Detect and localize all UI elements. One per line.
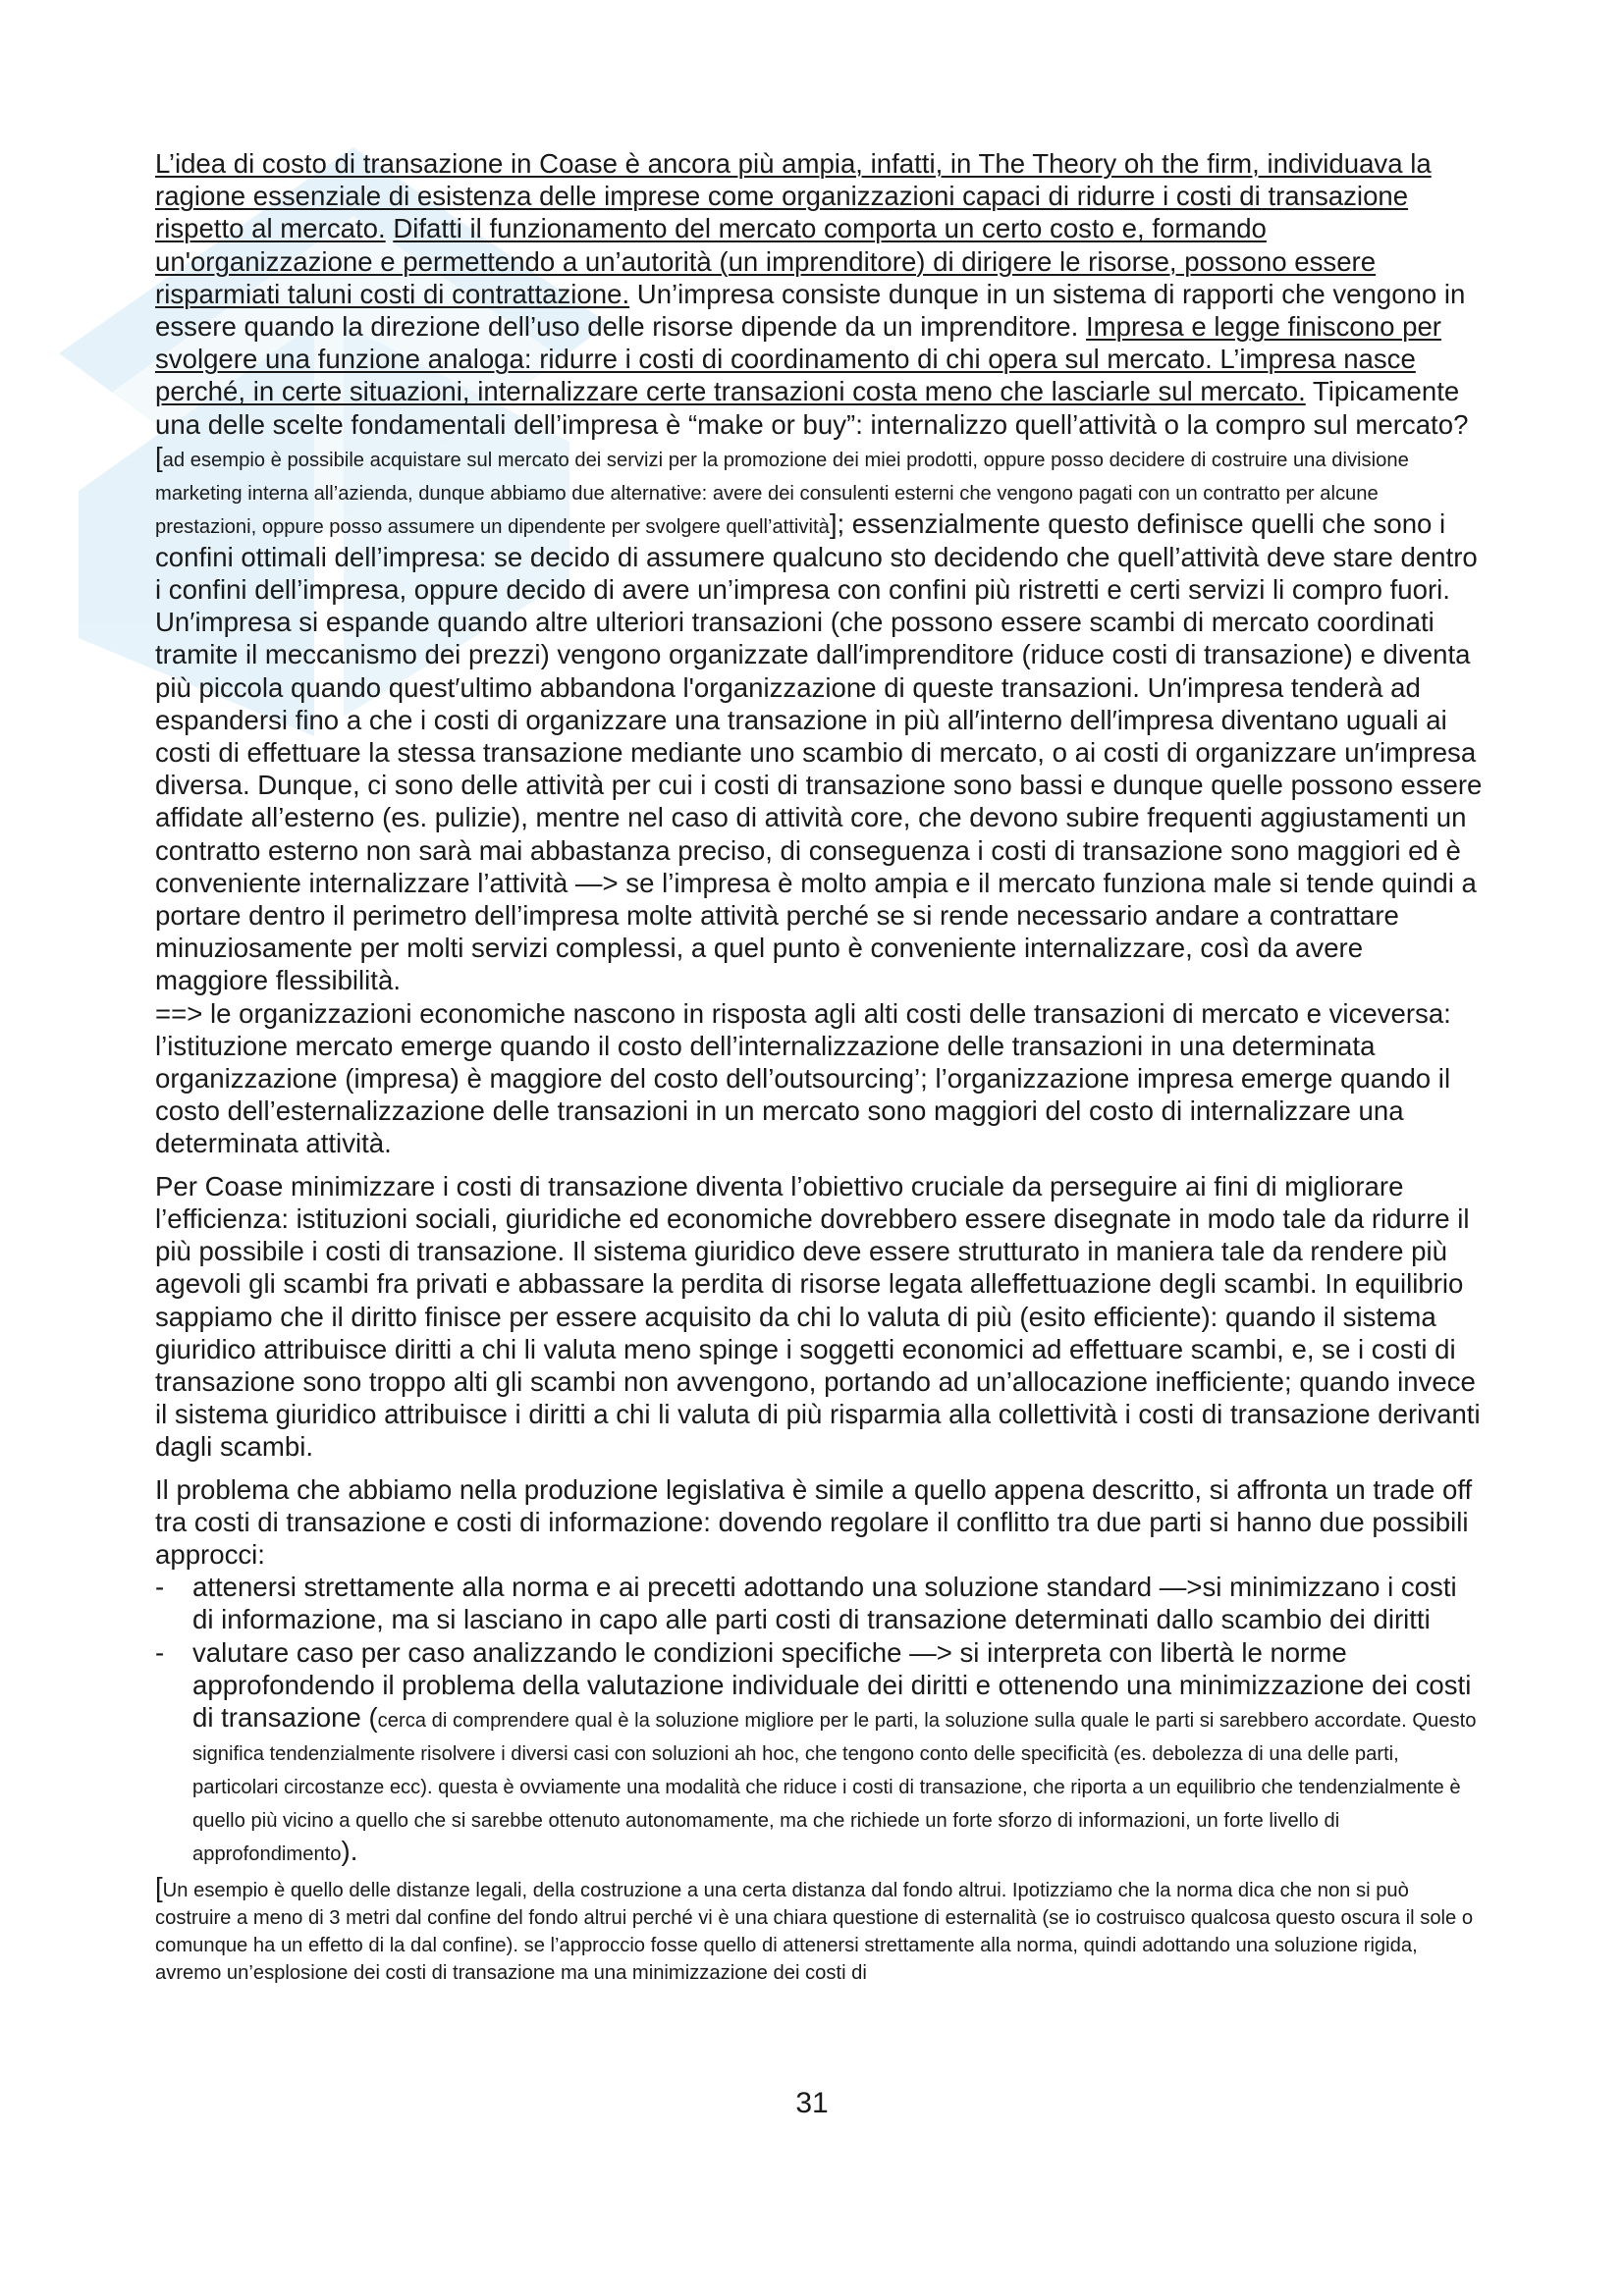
paragraph-coase-firm [155, 147, 1483, 997]
example-note [155, 1871, 1483, 1987]
example-note-text: Un esempio è quello delle distanze legali, della costruzione a una certa distanza dal fondo altrui. Ipotizziamo che la norma dica che non si può costruire a meno di 3 metri dal confine del fondo altrui perché vi è una chiara questione di esternalità (se io costruisco qualcosa questo oscura il sole o comunque ha un effetto di la dal confine). se l’approccio fosse quello di attenersi strettamente alla norma, quindi adottando una soluzione rigida, avremo un’esplosione dei costi di transazione ma una minimizzazione dei costi di [155, 1879, 1474, 1984]
list-item-text: valutare caso per caso analizzando le condizioni specifiche —> si interpreta con libertà le norme approfondendo il problema della valutazione individuale dei diritti e ottenendo una minimizzazione dei costi di transazione ( [192, 1636, 1472, 1733]
inline-note-make-or-buy: ad esempio è possibile acquistare sul mercato dei servizi per la promozione dei miei prodotti, oppure posso decidere di costruire una divisione marketing interna all’azienda, dunque abbiamo due alternative: avere dei consulenti esterni che vengono pagati con un contratto per alcune prestazioni, oppure posso assumere un dipendente per svolgere quell’attività [155, 449, 1409, 538]
underlined-text-2: Difatti il funzionamento del mercato comporta un certo costo e, formando un'organizzazione e permettendo a un’autorità (un imprenditore) di dirigere le risorse, possono essere risparmiati taluni costi di contrattazione. [155, 213, 1377, 309]
approaches-list [155, 1571, 1483, 1868]
dash-bullet: - [155, 1572, 165, 1603]
list-item [155, 1636, 1483, 1868]
paragraph-produzione-legislativa: Il problema che abbiamo nella produzione legislativa è simile a quello appena descritto, si affronta un trade off tra costi di transazione e costi di informazione: dovendo regolare il conflitto tra due parti si hanno due possibili approcci: [155, 1473, 1473, 1570]
document-page [155, 147, 1483, 1987]
paragraph-minimizzare: Per Coase minimizzare i costi di transazione diventa l’obiettivo cruciale da perseguire ai fini di migliorare l’efficienza: istituzioni sociali, giuridiche ed economiche dovrebbero essere disegnate in modo tale da ridurre il più possibile i costi di transazione. Il sistema giuridico deve essere strutturato in maniera tale da rendere più agevoli gli scambi fra privati e abbassare la perdita di risorse legata alleffettuazione degli scambi. In equilibrio sappiamo che il diritto finisce per essere acquisito da chi lo valuta di più (esito efficiente): quando il sistema giuridico attribuisce diritti a chi li valuta meno spinge i soggetti economici ad effettuare scambi, e, se i costi di transazione sono troppo alti gli scambi non avvengono, portando ad un’allocazione inefficiente; quando invece il sistema giuridico attribuisce i diritti a chi li valuta di più risparmia alla collettività i costi di transazione derivanti dagli scambi. [155, 1170, 1481, 1463]
list-item-close: ). [341, 1835, 358, 1866]
list-item-note: cerca di comprendere qual è la soluzione migliore per le parti, la soluzione sulla quale le parti si sarebbero accordate. Questo significa tendenzialmente risolvere i diversi casi con soluzioni ah hoc, che tengono conto delle specificità (es. debolezza di una delle parti, particolari circostanze ecc). questa è ovviamente una modalità che riduce i costi di transazione, che riporta a un equilibrio che tendenzialmente è quello più vicino a quello che si sarebbe ottenuto autonomamente, ma che richiede un forte sforzo di informazioni, un forte livello di approfondimento [192, 1709, 1477, 1865]
body-text-1: Un’impresa consiste dunque in un sistema di rapporti che vengono in essere quando la direzione dell’uso delle risorse dipende da un imprenditore. [155, 278, 1466, 343]
bracket-open: [ [155, 1871, 163, 1902]
list-item [155, 1571, 1483, 1635]
paragraph-conclusion: ==> le organizzazioni economiche nascono in risposta agli alti costi delle transazioni di mercato e viceversa: l’istituzione mercato emerge quando il costo dell’internalizzazione delle transazioni in una determinata organizzazione (impresa) è maggiore del costo dell’outsourcing’; l’organizzazione impresa emerge quando il costo dell’esternalizzazione delle transazioni in un mercato sono maggiori del costo di internalizzare una determinata attività. [155, 997, 1451, 1159]
underlined-text-3: Impresa e legge finiscono per svolgere una funzione analoga: ridurre i costi di coordinamento di chi opera sul mercato. L’impresa nasce perché, in certe situazioni, internalizzare certe transazioni costa meno che lasciarle sul mercato. [155, 311, 1441, 407]
page-number: 31 [795, 2087, 829, 2119]
underlined-text-1: L’idea di costo di transazione in Coase è ancora più ampia, infatti, in The Theory oh the firm, individuava la ragione essenziale di esistenza delle imprese come organizzazioni capaci di ridurre i costi di transazione rispetto al mercato. [155, 148, 1432, 244]
body-text-3: ]; essenzialmente questo definisce quelli che sono i confini ottimali dell’impresa: se decido di assumere qualcuno sto decidendo che quell’attività deve stare dentro i confini dell’impresa, oppure decido di avere un’impresa con confini più ristretti e certi servizi li compro fuori. Un′impresa si espande quando altre ulteriori transazioni (che possono essere scambi di mercato coordinati tramite il meccanismo dei prezzi) vengono organizzate dall′imprenditore (riduce costi di transazione) e diventa più piccola quando quest′ultimo abbandona l'organizzazione di queste transazioni. Un′impresa tenderà ad espandersi fino a che i costi di organizzare una transazione in più all′interno dell′impresa diventano uguali ai costi di effettuare la stessa transazione mediante uno scambio di mercato, o ai costi di organizzare un′impresa diversa. Dunque, ci sono delle attività per cui i costi di transazione sono bassi e dunque quelle possono essere affidate all’esterno (es. pulizie), mentre nel caso di attività core, che devono subire frequenti aggiustamenti un contratto esterno non sarà mai abbastanza preciso, di conseguenza i costi di transazione sono maggiori ed è conveniente internalizzare l’attività —> se l’impresa è molto ampia e il mercato funziona male si tende quindi a portare dentro il perimetro dell’impresa molte attività perché se si rende necessario andare a contrattare minuziosamente per molti servizi complessi, a quel punto è conveniente internalizzare, così da avere maggiore flessibilità. [155, 507, 1483, 996]
dash-bullet: - [155, 1636, 165, 1668]
list-item-text: attenersi strettamente alla norma e ai precetti adottando una soluzione standard —>si minimizzano i costi di informazione, ma si lasciano in capo alle parti costi di transazione determinati dallo scambio dei diritti [192, 1572, 1457, 1635]
body-text-2: Tipicamente una delle scelte fondamentali dell’impresa è “make or buy”: internalizzo quell’attività o la compro sul mercato? [ [155, 376, 1469, 472]
